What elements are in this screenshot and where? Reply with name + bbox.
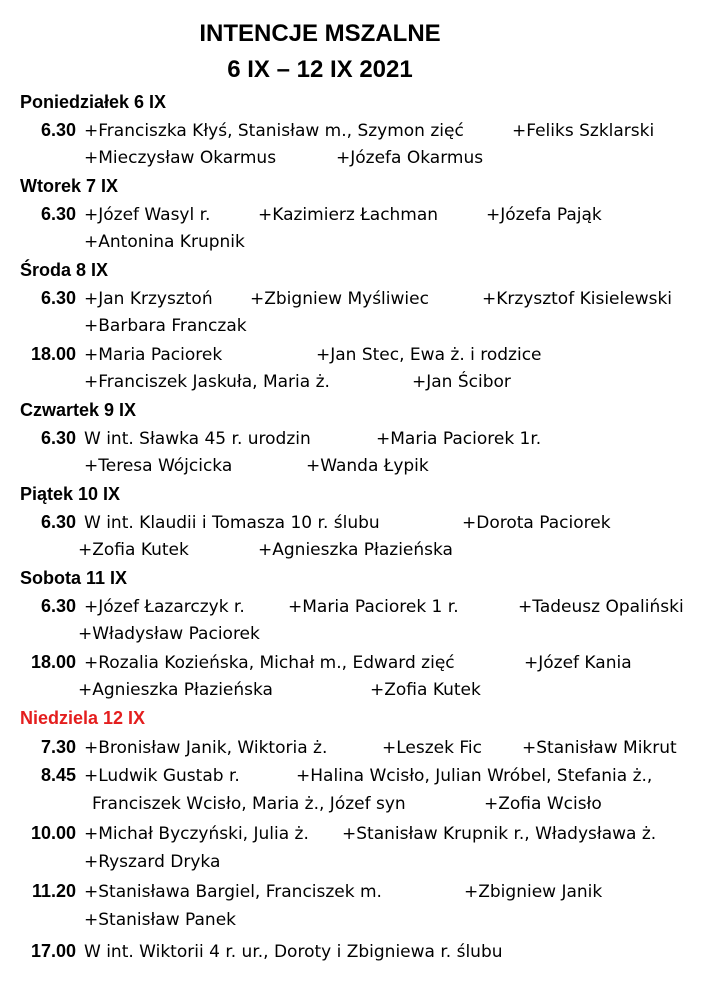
intention: +Mieczysław Okarmus (84, 148, 277, 168)
mass-time: 18.00 (30, 652, 76, 672)
intention: +Stanisław Panek (84, 910, 237, 930)
mass-time: 6.30 (40, 288, 76, 308)
intention: +Józef Wasyl r. (84, 205, 211, 225)
intention: +Krzysztof Kisielewski (482, 289, 673, 309)
intention: +Jan Ścibor (412, 372, 511, 392)
intention: +Stanisław Krupnik r., Władysława ż. (342, 824, 657, 844)
intention: +Agnieszka Płazieńska (258, 540, 453, 560)
intention: +Rozalia Kozieńska, Michał m., Edward zięć (84, 653, 455, 673)
intention: +Jan Krzysztoń (84, 289, 213, 309)
intention: +Zofia Kutek (370, 680, 481, 700)
intention: +Stanisław Mikrut (522, 738, 677, 758)
intention: +Bronisław Janik, Wiktoria ż. (84, 738, 328, 758)
page-title: INTENCJE MSZALNE (199, 20, 441, 47)
mass-time: 17.00 (30, 941, 76, 961)
intention: +Zbigniew Janik (464, 882, 603, 902)
mass-time: 8.45 (40, 765, 76, 785)
intention: +Dorota Paciorek (462, 513, 611, 533)
intention: +Zbigniew Myśliwiec (250, 289, 429, 309)
day-heading: Czwartek 9 IX (20, 400, 137, 420)
intention: +Maria Paciorek (84, 345, 223, 365)
intention: +Halina Wcisło, Julian Wróbel, Stefania ż., (296, 766, 653, 786)
mass-time: 10.00 (30, 823, 76, 843)
mass-time: 18.00 (30, 344, 76, 364)
intention: +Zofia Kutek (78, 540, 189, 560)
day-heading: Sobota 11 IX (20, 568, 128, 588)
intention: +Feliks Szklarski (512, 121, 655, 141)
intention: +Józef Kania (524, 653, 632, 673)
mass-time: 6.30 (40, 512, 76, 532)
intention: +Barbara Franczak (84, 316, 247, 336)
intention: +Franciszka Kłyś, Stanisław m., Szymon zięć (84, 121, 464, 141)
intention: W int. Wiktorii 4 r. ur., Doroty i Zbigniewa r. ślubu (84, 942, 503, 962)
day-heading: Poniedziałek 6 IX (20, 92, 167, 112)
intention: +Kazimierz Łachman (258, 205, 439, 225)
intention: +Stanisława Bargiel, Franciszek m. (84, 882, 382, 902)
day-heading: Środa 8 IX (20, 260, 109, 280)
intention: +Franciszek Jaskuła, Maria ż. (84, 372, 330, 392)
intention: +Tadeusz Opaliński (518, 597, 684, 617)
day-heading: Piątek 10 IX (20, 484, 121, 504)
intention: +Józefa Pająk (486, 205, 602, 225)
intention: +Agnieszka Płazieńska (78, 680, 273, 700)
intention: +Zofia Wcisło (484, 794, 602, 814)
mass-time: 6.30 (40, 428, 76, 448)
day-heading: Wtorek 7 IX (20, 176, 119, 196)
mass-time: 6.30 (40, 204, 76, 224)
intention: +Józefa Okarmus (336, 148, 484, 168)
intention: +Maria Paciorek 1 r. (288, 597, 459, 617)
date-range: 6 IX – 12 IX 2021 (227, 56, 413, 83)
intention: +Ludwik Gustab r. (84, 766, 240, 786)
intention: +Ryszard Dryka (84, 852, 221, 872)
intention: +Władysław Paciorek (78, 624, 260, 644)
day-heading: Niedziela 12 IX (20, 708, 146, 728)
intention: +Józef Łazarczyk r. (84, 597, 245, 617)
intention: +Antonina Krupnik (84, 232, 245, 252)
mass-time: 11.20 (31, 881, 76, 901)
intention: +Leszek Fic (382, 738, 482, 758)
intention: Franciszek Wcisło, Maria ż., Józef syn (92, 794, 406, 814)
intention: +Wanda Łypik (306, 456, 429, 476)
intention: +Jan Stec, Ewa ż. i rodzice (316, 345, 542, 365)
intention: +Teresa Wójcicka (84, 456, 233, 476)
intention: +Maria Paciorek 1r. (376, 429, 542, 449)
intention: +Michał Byczyński, Julia ż. (84, 824, 309, 844)
mass-time: 6.30 (40, 120, 76, 140)
intention: W int. Klaudii i Tomasza 10 r. ślubu (84, 513, 380, 533)
mass-time: 6.30 (40, 596, 76, 616)
intention: W int. Sławka 45 r. urodzin (84, 429, 311, 449)
mass-time: 7.30 (40, 737, 76, 757)
